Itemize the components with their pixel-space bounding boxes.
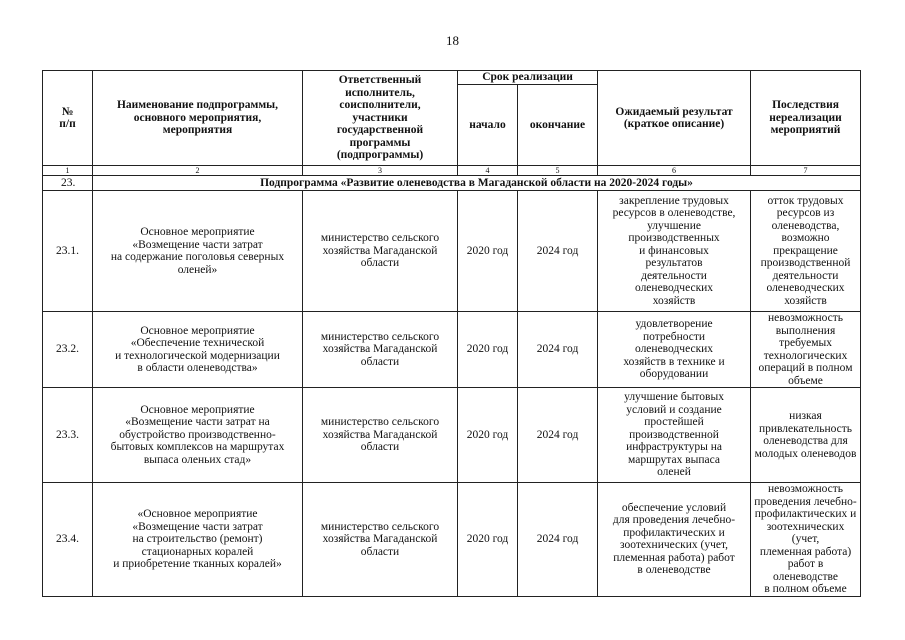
column-number: 4 <box>458 166 518 176</box>
subprogram-number: 23. <box>43 176 93 191</box>
column-number: 1 <box>43 166 93 176</box>
expected-result: удовлетворение потребности оленеводческих хозяйств в технике и оборудовании <box>598 312 751 388</box>
non-implementation-consequences: отток трудовых ресурсов из оленеводства, возможно прекращение производственной деятельности оленеводческих хозяйств <box>751 191 861 312</box>
end-year: 2024 год <box>518 483 598 597</box>
column-number: 5 <box>518 166 598 176</box>
measure-name: «Основное мероприятие «Возмещение части затрат на строительство (ремонт) стационарных коралей и приобретение тканных коралей» <box>93 483 303 597</box>
start-year: 2020 год <box>458 312 518 388</box>
start-year: 2020 год <box>458 388 518 483</box>
end-year: 2024 год <box>518 388 598 483</box>
header-row-top <box>43 71 861 85</box>
header-period: Срок реализации <box>458 71 598 85</box>
start-year: 2020 год <box>458 483 518 597</box>
subprogram-row <box>43 176 861 191</box>
measure-name: Основное мероприятие «Возмещение части затрат на содержание поголовья северных оленей» <box>93 191 303 312</box>
page-number: 18 <box>446 33 459 48</box>
column-number-row <box>43 166 861 176</box>
row-number: 23.2. <box>43 312 93 388</box>
column-number: 6 <box>598 166 751 176</box>
header-num: № п/п <box>43 71 93 166</box>
header-end: окончание <box>518 85 598 166</box>
column-number: 3 <box>303 166 458 176</box>
measure-name: Основное мероприятие «Возмещение части затрат на обустройство производственно- бытовых комплексов на маршрутах выпаса оленьих стад» <box>93 388 303 483</box>
table-row <box>43 312 861 388</box>
subprogram-title: Подпрограмма «Развитие оленеводства в Магаданской области на 2020-2024 годы» <box>93 176 861 191</box>
header-start: начало <box>458 85 518 166</box>
column-number: 7 <box>751 166 861 176</box>
non-implementation-consequences: невозможность выполнения требуемых технологических операций в полном объеме <box>751 312 861 388</box>
row-number: 23.3. <box>43 388 93 483</box>
row-number: 23.4. <box>43 483 93 597</box>
header-result: Ожидаемый результат (краткое описание) <box>598 71 751 166</box>
table-row <box>43 483 861 597</box>
responsible-executor: министерство сельского хозяйства Магаданской области <box>303 483 458 597</box>
non-implementation-consequences: низкая привлекательность оленеводства для молодых оленеводов <box>751 388 861 483</box>
start-year: 2020 год <box>458 191 518 312</box>
measure-name: Основное мероприятие «Обеспечение технической и технологической модернизации в области оленеводства» <box>93 312 303 388</box>
non-implementation-consequences: невозможность проведения лечебно- профилактических и зоотехнических (учет, племенная работа) работ в оленеводстве в полном объеме <box>751 483 861 597</box>
responsible-executor: министерство сельского хозяйства Магаданской области <box>303 191 458 312</box>
responsible-executor: министерство сельского хозяйства Магаданской области <box>303 312 458 388</box>
header-name: Наименование подпрограммы, основного мероприятия, мероприятия <box>93 71 303 166</box>
table-row <box>43 388 861 483</box>
expected-result: улучшение бытовых условий и создание простейшей производственной инфраструктуры на маршрутах выпаса оленей <box>598 388 751 483</box>
responsible-executor: министерство сельского хозяйства Магаданской области <box>303 388 458 483</box>
header-responsible: Ответственный исполнитель, соисполнители, участники государственной программы (подпрограммы) <box>303 71 458 166</box>
end-year: 2024 год <box>518 191 598 312</box>
expected-result: закрепление трудовых ресурсов в оленеводстве, улучшение производственных и финансовых результатов деятельности оленеводческих хозяйств <box>598 191 751 312</box>
expected-result: обеспечение условий для проведения лечебно- профилактических и зоотехнических (учет, племенная работа) работ в оленеводстве <box>598 483 751 597</box>
column-number: 2 <box>93 166 303 176</box>
measures-table <box>42 70 861 597</box>
row-number: 23.1. <box>43 191 93 312</box>
header-consequences: Последствия нереализации мероприятий <box>751 71 861 166</box>
table-row <box>43 191 861 312</box>
end-year: 2024 год <box>518 312 598 388</box>
